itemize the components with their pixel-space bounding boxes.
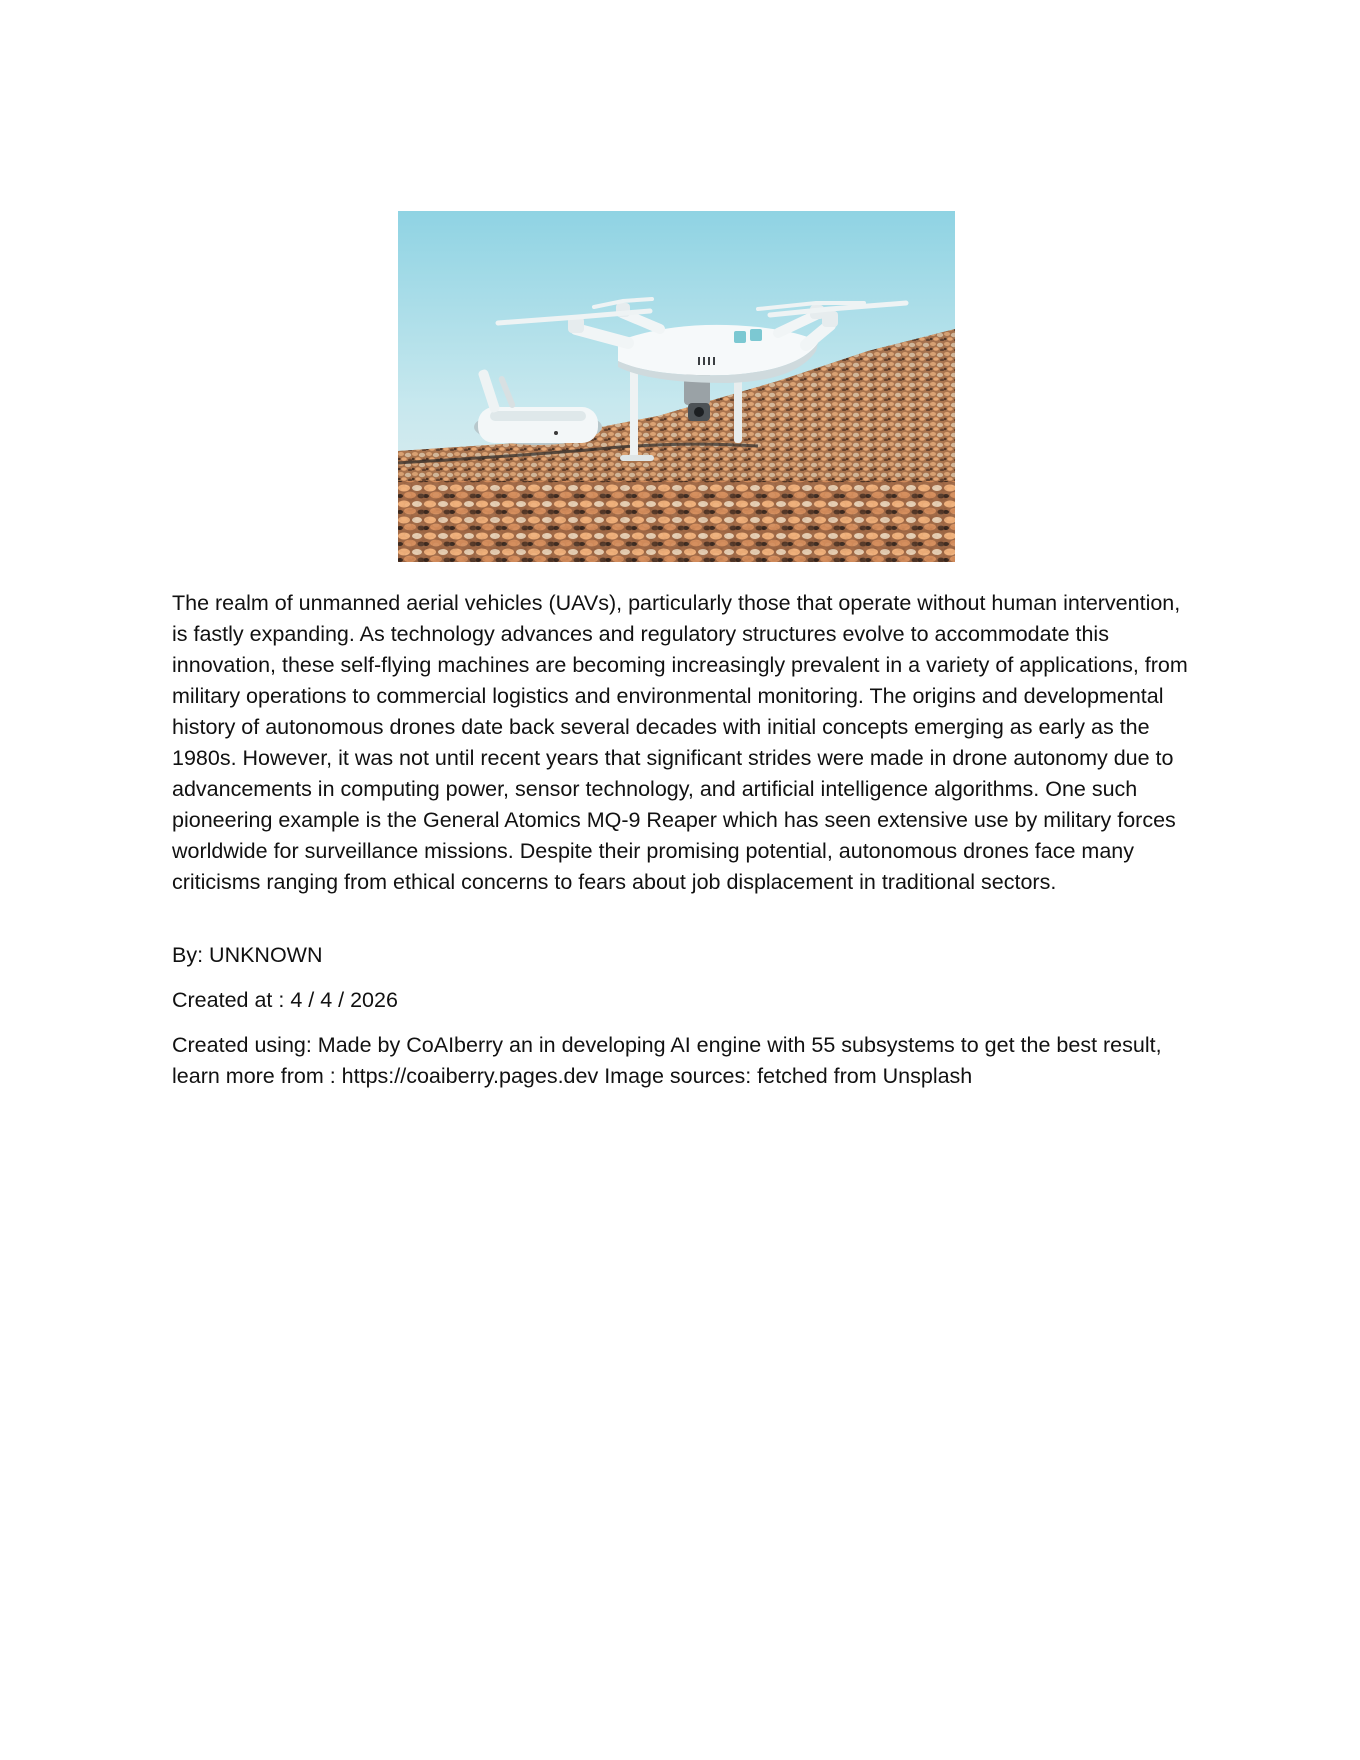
drone-photo-illustration — [398, 211, 955, 562]
article-body: The realm of unmanned aerial vehicles (UAVs), particularly those that operate without human intervention, is fastly expanding. As technology advances and regulatory structures evolve to accommodate this innovation, these self-flying machines are becoming increasingly prevalent in a variety of applications, from military operations to commercial logistics and environmental monitoring. The origins and developmental history of autonomous drones date back several decades with initial concepts emerging as early as the 1980s. However, it was not until recent years that significant strides were made in drone autonomy due to advancements in computing power, sensor technology, and artificial intelligence algorithms. One such pioneering example is the General Atomics MQ-9 Reaper which has seen extensive use by military forces worldwide for surveillance missions. Despite their promising potential, autonomous drones face many criticisms ranging from ethical concerns to fears about job displacement in traditional sectors. — [172, 591, 1188, 894]
credits-block — [172, 1030, 1188, 1092]
image-sources-line: Image sources: fetched from Unsplash — [604, 1064, 973, 1088]
author-line: By: UNKNOWN — [172, 943, 323, 967]
created-at-line: Created at : 4 / 4 / 2026 — [172, 988, 398, 1012]
created-using-line: Created using: Made by CoAIberry an in developing AI engine with 55 subsystems to get the best result, learn more from : https://coaiberry.pages.dev — [172, 1033, 1162, 1088]
drone-photo — [398, 211, 955, 562]
document-content — [172, 588, 1188, 1092]
